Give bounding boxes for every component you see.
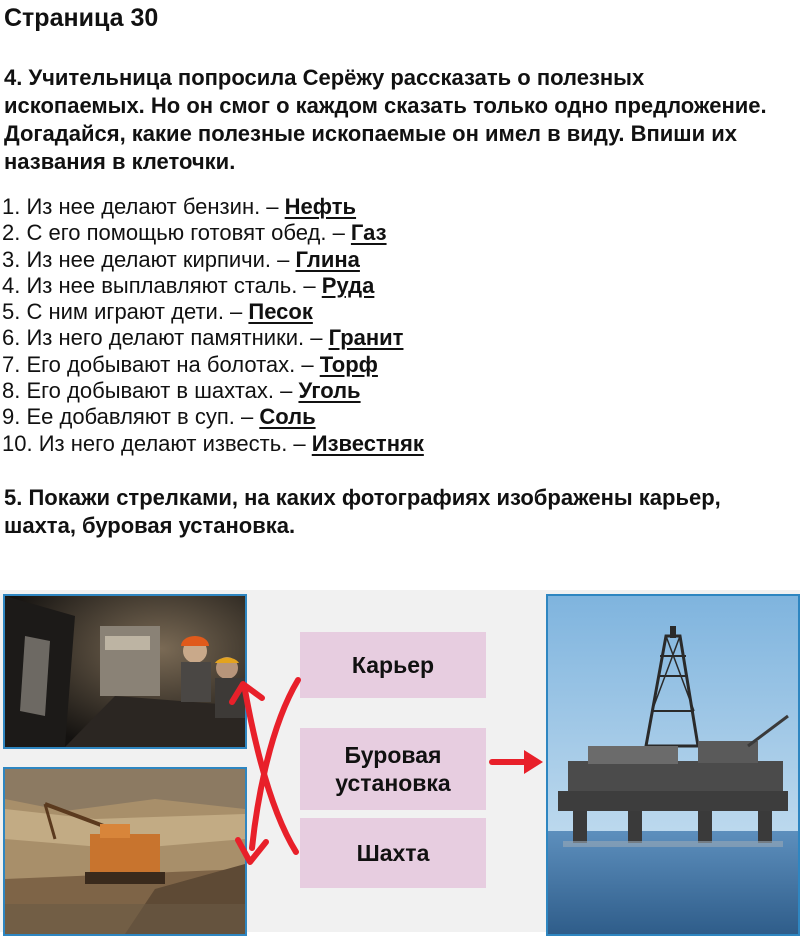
answer-word: Песок xyxy=(248,299,313,325)
answer-word: Газ xyxy=(350,220,387,246)
drilling-rig-label-line-1: Буровая xyxy=(344,742,442,768)
answer-line xyxy=(2,194,424,220)
answer-word: Уголь xyxy=(298,378,361,404)
answer-word: Руда xyxy=(321,272,375,298)
answer-line xyxy=(2,273,424,299)
answer-line xyxy=(2,299,424,325)
answer-word: Нефть xyxy=(284,194,357,219)
clue-text: 4. Из нее выплавляют сталь. – xyxy=(2,272,322,298)
task-4-title: 4. Учительница попросила Серёжу рассказать о полезных ископаемых. Но он смог о каждом сказать только одно предложение. Догадайся, какие полезные ископаемые он имел в виду. Впиши их названия в клеточки. xyxy=(4,65,767,174)
clue-text: 1. Из нее делают бензин. – xyxy=(2,194,285,219)
clue-text: 7. Его добывают на болотах. – xyxy=(2,351,320,377)
answer-arrows xyxy=(0,590,800,932)
answer-word: Гранит xyxy=(328,325,404,351)
clue-text: 6. Из него делают памятники. – xyxy=(2,325,329,351)
answer-word: Известняк xyxy=(311,430,424,456)
answer-line xyxy=(2,404,424,430)
answer-word: Глина xyxy=(295,246,360,272)
quarry-label: Карьер xyxy=(300,632,486,698)
drilling-rig-label-line-2: установка xyxy=(335,770,451,796)
answer-line xyxy=(2,325,424,351)
answer-line xyxy=(2,352,424,378)
answer-line xyxy=(2,247,424,273)
answer-word: Соль xyxy=(259,404,316,430)
page-title: Страница 30 xyxy=(4,4,159,32)
mine-label: Шахта xyxy=(300,818,486,888)
arrow-rig-arrowhead xyxy=(524,750,543,774)
clue-text: 3. Из нее делают кирпичи. – xyxy=(2,246,296,272)
matching-exercise xyxy=(0,590,800,932)
answer-line xyxy=(2,220,424,246)
clue-text: 10. Из него делают известь. – xyxy=(2,430,312,456)
clue-text: 9. Ее добавляют в суп. – xyxy=(2,404,260,430)
clue-text: 8. Его добывают в шахтах. – xyxy=(2,378,299,404)
task-5-title: 5. Покажи стрелками, на каких фотографиях изображены карьер, шахта, буровая установка. xyxy=(4,485,721,538)
clue-text: 5. С ним играют дети. – xyxy=(2,299,249,325)
answer-word: Торф xyxy=(319,351,378,377)
answer-list xyxy=(2,194,424,457)
clue-text: 2. С его помощью готовят обед. – xyxy=(2,220,351,246)
answer-line xyxy=(2,378,424,404)
answer-line xyxy=(2,431,424,457)
